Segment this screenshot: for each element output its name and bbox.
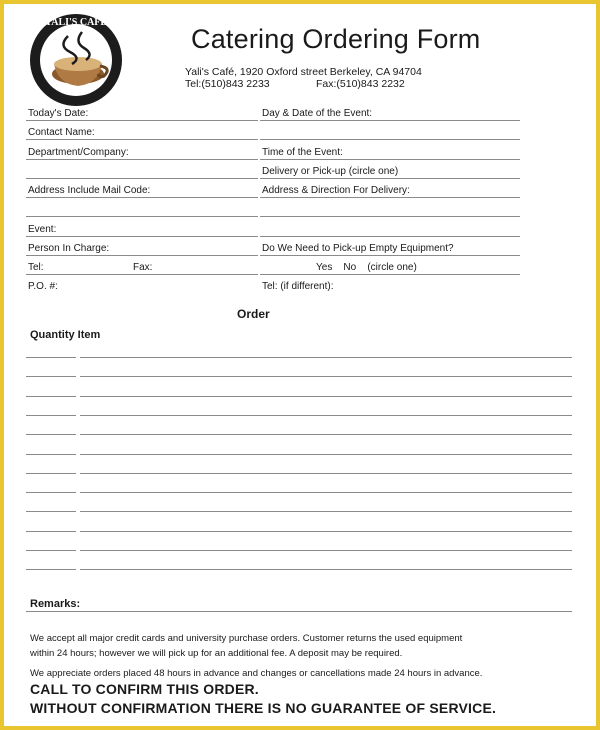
order-item-cell[interactable]: [80, 550, 572, 551]
policy-line-1: We accept all major credit cards and university purchase orders. Customer returns the used equipment: [30, 633, 463, 644]
fax-label: Fax:: [133, 262, 153, 273]
order-item-cell[interactable]: [80, 454, 572, 455]
pickup-equipment-field[interactable]: [260, 242, 520, 256]
order-quantity-cell[interactable]: [26, 415, 76, 416]
order-item-cell[interactable]: [80, 569, 572, 570]
cafe-address: Yali's Café, 1920 Oxford street Berkeley, CA 94704: [185, 66, 422, 78]
department-field[interactable]: [26, 146, 258, 160]
delivery-address-line2[interactable]: [260, 203, 520, 217]
remarks-label: Remarks:: [30, 598, 81, 610]
remarks-field[interactable]: [94, 611, 572, 612]
form-page: [4, 4, 596, 726]
delivery-field[interactable]: [260, 165, 520, 179]
po-field[interactable]: [26, 280, 258, 294]
contact-name-field[interactable]: [26, 126, 258, 140]
order-quantity-cell[interactable]: [26, 434, 76, 435]
order-item-cell[interactable]: [80, 473, 572, 474]
cafe-logo: [28, 12, 124, 108]
policy-line-2: within 24 hours; however we will pick up for an additional fee. A deposit may be required.: [30, 648, 403, 659]
delivery-address-field[interactable]: [260, 184, 520, 198]
order-quantity-cell[interactable]: [26, 396, 76, 397]
mail-code-field-line2[interactable]: [26, 203, 258, 217]
yes-no-label: Yes No (circle one): [316, 262, 417, 273]
yes-no-field[interactable]: [260, 261, 520, 275]
tel-label: Tel:: [28, 262, 44, 273]
page-title: Catering Ordering Form: [191, 24, 481, 54]
order-item-cell[interactable]: [80, 434, 572, 435]
order-item-cell[interactable]: [80, 396, 572, 397]
event-label: Event:: [28, 224, 57, 235]
person-in-charge-field[interactable]: [26, 242, 258, 256]
event-date-label: Day & Date of the Event:: [262, 108, 373, 119]
order-item-cell[interactable]: [80, 357, 572, 358]
order-quantity-cell[interactable]: [26, 569, 76, 570]
logo-text: YALI'S CAFE: [44, 17, 108, 28]
order-quantity-cell[interactable]: [26, 550, 76, 551]
guarantee-notice: WITHOUT CONFIRMATION THERE IS NO GUARANTEE OF SERVICE.: [30, 700, 497, 716]
order-quantity-cell[interactable]: [26, 376, 76, 377]
order-quantity-cell[interactable]: [26, 357, 76, 358]
order-quantity-cell[interactable]: [26, 531, 76, 532]
order-quantity-cell[interactable]: [26, 454, 76, 455]
delivery-address-line3[interactable]: [260, 223, 520, 237]
order-item-cell[interactable]: [80, 511, 572, 512]
department-label: Department/Company:: [28, 147, 129, 158]
order-item-cell[interactable]: [80, 531, 572, 532]
order-item-cell[interactable]: [80, 492, 572, 493]
event-date-field[interactable]: [260, 107, 520, 121]
order-item-cell[interactable]: [80, 415, 572, 416]
mail-code-field[interactable]: [26, 184, 258, 198]
cafe-fax: Fax:(510)843 2232: [316, 78, 405, 90]
todays-date-label: Today's Date:: [28, 108, 89, 119]
delivery-address-label: Address & Direction For Delivery:: [262, 185, 410, 196]
order-quantity-cell[interactable]: [26, 511, 76, 512]
tel-different-label: Tel: (if different):: [262, 281, 334, 292]
quantity-item-header: Quantity Item: [30, 329, 101, 341]
event-field[interactable]: [26, 223, 258, 237]
remarks-line-start: [26, 611, 94, 612]
tel-fax-field[interactable]: [26, 261, 258, 275]
contact-name-label: Contact Name:: [28, 127, 95, 138]
tel-different-field[interactable]: [260, 280, 520, 294]
order-quantity-cell[interactable]: [26, 473, 76, 474]
mail-code-label: Address Include Mail Code:: [28, 185, 151, 196]
department-field-line2[interactable]: [26, 165, 258, 179]
cafe-address-block: [185, 66, 422, 90]
event-time-label: Time of the Event:: [262, 147, 343, 158]
person-in-charge-label: Person In Charge:: [28, 243, 110, 254]
todays-date-field[interactable]: [26, 107, 258, 121]
delivery-label: Delivery or Pick-up (circle one): [262, 166, 399, 177]
policy-line-3: We appreciate orders placed 48 hours in advance and changes or cancellations made 24 hours in advance.: [30, 668, 483, 679]
event-time-field[interactable]: [260, 146, 520, 160]
event-date-field-line2[interactable]: [260, 126, 520, 140]
order-quantity-cell[interactable]: [26, 492, 76, 493]
cafe-tel: Tel:(510)843 2233: [185, 78, 270, 90]
order-item-cell[interactable]: [80, 376, 572, 377]
confirm-notice: CALL TO CONFIRM THIS ORDER.: [30, 681, 259, 697]
pickup-equipment-label: Do We Need to Pick-up Empty Equipment?: [262, 243, 454, 254]
order-heading: Order: [237, 307, 270, 321]
po-label: P.O. #:: [28, 281, 58, 292]
